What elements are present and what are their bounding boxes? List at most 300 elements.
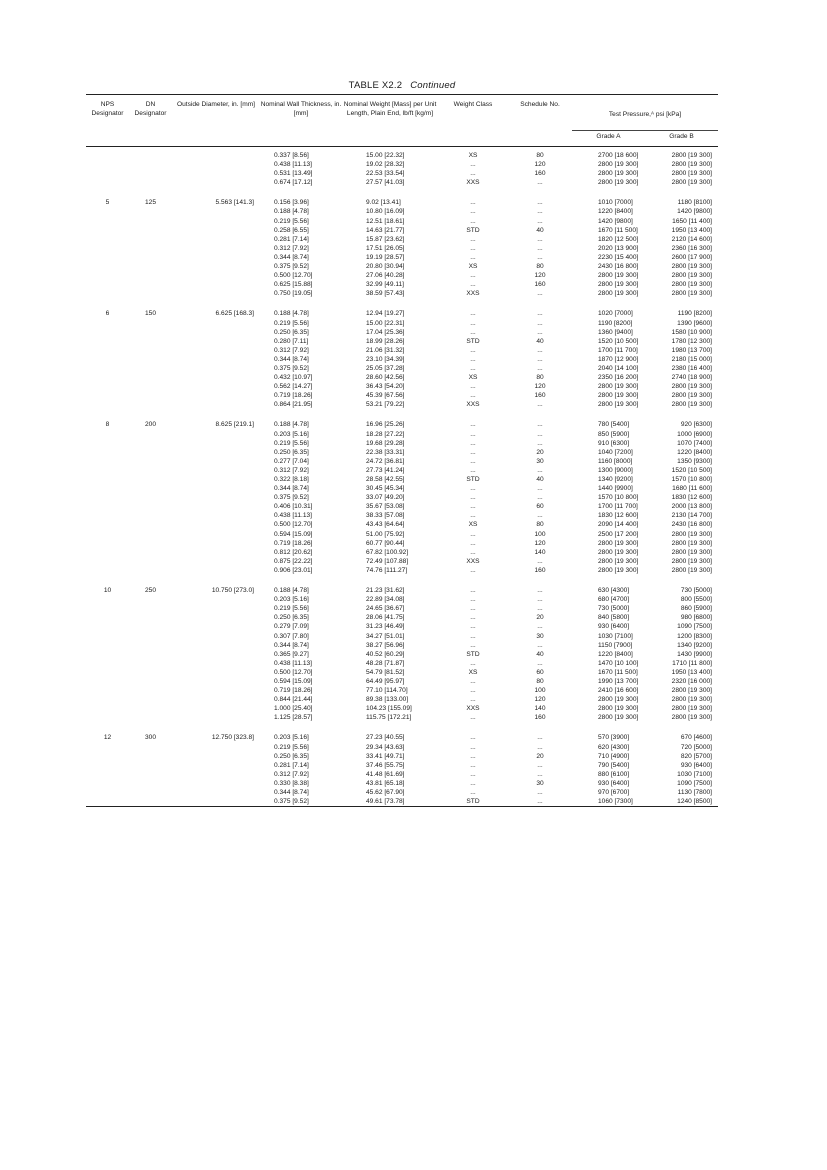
nps-cell	[86, 713, 129, 722]
table-row	[86, 198, 718, 207]
weight-class-cell: ...	[470, 696, 476, 704]
outside-diameter-cell	[172, 713, 260, 722]
nominal-weight-cell: 18.99 [28.26]	[366, 337, 405, 345]
dn-cell	[129, 319, 172, 328]
nps-cell	[86, 770, 129, 779]
schedule-cell: 120	[534, 272, 546, 280]
schedule-cell: 30	[536, 457, 544, 465]
schedule-cell: 160	[534, 714, 546, 722]
grade-b-pressure-cell: 2180 [15 000]	[671, 355, 712, 363]
grade-a-pressure-cell: 1990 [13 700]	[598, 677, 639, 685]
nominal-weight-cell: 30.45 [45.34]	[366, 485, 405, 493]
grade-a-pressure-cell: 1300 [9000]	[598, 466, 633, 474]
nominal-weight-cell: 18.28 [27.22]	[366, 430, 405, 438]
nominal-weight-cell: 72.49 [107.88]	[366, 557, 409, 565]
outside-diameter-cell	[172, 659, 260, 668]
wall-thickness-cell: 0.250 [6.35]	[274, 752, 309, 760]
grade-b-pressure-cell: 1070 [7400]	[677, 439, 712, 447]
schedule-cell: 160	[534, 281, 546, 289]
table-row	[86, 400, 718, 409]
wall-thickness-cell: 0.312 [7.92]	[274, 466, 309, 474]
wall-thickness-cell: 0.812 [20.62]	[274, 548, 313, 556]
table-row	[86, 178, 718, 187]
weight-class-cell: XS	[468, 521, 478, 529]
grade-b-pressure-cell: 2800 [19 300]	[671, 530, 712, 538]
schedule-cell: ...	[537, 439, 543, 447]
table-row	[86, 493, 718, 502]
schedule-cell: ...	[537, 319, 543, 327]
dn-cell	[129, 650, 172, 659]
nominal-weight-cell: 29.34 [43.63]	[366, 743, 405, 751]
dn-cell	[129, 244, 172, 253]
table-row	[86, 217, 718, 226]
schedule-cell: 100	[534, 687, 546, 695]
wall-thickness-cell: 0.375 [9.52]	[274, 364, 309, 372]
grade-a-pressure-cell: 2800 [19 300]	[598, 170, 639, 178]
outside-diameter-cell: 10.750 [273.0]	[211, 587, 254, 595]
grade-b-pressure-cell: 2320 [16 000]	[671, 677, 712, 685]
table-row	[86, 448, 718, 457]
schedule-cell: ...	[537, 430, 543, 438]
dn-cell	[129, 147, 172, 161]
header-nominal-weight: Nominal Weight [Mass] per Unit Length, Plain End, lb/ft [kg/m]	[343, 101, 437, 118]
grade-a-pressure-cell: 1700 [11 700]	[598, 503, 638, 511]
grade-b-pressure-cell: 1240 [8500]	[677, 798, 712, 806]
nps-cell	[86, 439, 129, 448]
grade-a-pressure-cell: 1830 [12 600]	[598, 512, 639, 520]
dn-cell	[129, 788, 172, 797]
grade-a-pressure-cell: 2800 [19 300]	[598, 548, 639, 556]
header-outside-diameter: Outside Diameter, in. [mm]	[176, 101, 256, 108]
weight-class-cell: STD	[466, 798, 480, 806]
nominal-weight-cell: 64.49 [95.97]	[366, 677, 405, 685]
dn-cell	[129, 226, 172, 235]
outside-diameter-cell	[172, 328, 260, 337]
dn-cell	[129, 253, 172, 262]
weight-class-cell: STD	[466, 476, 480, 483]
wall-thickness-cell: 1.125 [28.57]	[274, 714, 313, 722]
weight-class-cell: ...	[470, 623, 476, 631]
grade-b-pressure-cell: 2800 [19 300]	[671, 281, 712, 289]
schedule-cell: ...	[537, 235, 543, 243]
table-row	[86, 604, 718, 613]
outside-diameter-cell	[172, 704, 260, 713]
table-row	[86, 539, 718, 548]
grade-b-pressure-cell: 1000 [6900]	[677, 430, 712, 438]
nominal-weight-cell: 36.43 [54.20]	[366, 383, 405, 391]
schedule-cell: ...	[537, 761, 543, 769]
table-row	[86, 244, 718, 253]
nominal-weight-cell: 15.87 [23.62]	[366, 235, 405, 243]
table-body	[86, 147, 718, 807]
weight-class-cell: ...	[470, 770, 476, 778]
grade-b-pressure-cell: 860 [5900]	[680, 605, 712, 613]
table-row	[86, 686, 718, 695]
table-row	[86, 235, 718, 244]
nominal-weight-cell: 27.57 [41.03]	[366, 179, 405, 187]
weight-class-cell: ...	[470, 383, 476, 391]
wall-thickness-cell: 0.203 [5.16]	[274, 734, 309, 742]
schedule-cell: ...	[537, 557, 543, 565]
nominal-weight-cell: 32.99 [49.11]	[366, 281, 405, 289]
outside-diameter-cell	[172, 262, 260, 271]
table-title-label: TABLE X2.2	[348, 80, 403, 91]
wall-thickness-cell: 0.219 [5.56]	[274, 743, 309, 751]
schedule-cell: ...	[537, 770, 543, 778]
table-row	[86, 704, 718, 713]
weight-class-cell: ...	[470, 281, 476, 289]
table-row	[86, 391, 718, 400]
schedule-cell: 20	[536, 614, 544, 622]
nominal-weight-cell: 89.38 [133.00]	[366, 696, 409, 704]
nominal-weight-cell: 12.51 [18.61]	[366, 217, 405, 225]
wall-thickness-cell: 0.674 [17.12]	[274, 179, 313, 187]
outside-diameter-cell	[172, 475, 260, 484]
grade-a-pressure-cell: 1820 [12 500]	[598, 235, 639, 243]
grade-b-pressure-cell: 1350 [9300]	[677, 457, 712, 465]
nps-cell	[86, 217, 129, 226]
table-row	[86, 271, 718, 280]
dn-cell: 250	[144, 587, 156, 595]
outside-diameter-cell	[172, 520, 260, 529]
nominal-weight-cell: 23.10 [34.39]	[366, 355, 405, 363]
table-row	[86, 439, 718, 448]
dn-cell	[129, 328, 172, 337]
nominal-weight-cell: 19.68 [29.28]	[366, 439, 405, 447]
schedule-cell: ...	[537, 494, 543, 502]
weight-class-cell: ...	[470, 161, 476, 169]
dn-cell	[129, 169, 172, 178]
table-row	[86, 169, 718, 178]
dn-cell	[129, 382, 172, 391]
table-row	[86, 457, 718, 466]
outside-diameter-cell	[172, 439, 260, 448]
wall-thickness-cell: 0.500 [12.70]	[274, 668, 313, 676]
wall-thickness-cell: 0.365 [9.27]	[274, 650, 309, 658]
dn-cell: 300	[144, 734, 156, 742]
dn-cell	[129, 391, 172, 400]
dn-cell	[129, 289, 172, 298]
table-header	[86, 95, 718, 147]
grade-a-pressure-cell: 1570 [10 800]	[598, 494, 639, 502]
wall-thickness-cell: 0.906 [23.01]	[274, 566, 313, 574]
grade-b-pressure-cell: 920 [6300]	[680, 421, 712, 429]
grade-a-pressure-cell: 2700 [18 600]	[598, 152, 639, 159]
dn-cell	[129, 217, 172, 226]
dn-cell	[129, 457, 172, 466]
weight-class-cell: ...	[470, 566, 476, 574]
nps-cell: 6	[105, 310, 110, 318]
grade-a-pressure-cell: 1010 [7000]	[598, 199, 633, 207]
nominal-weight-cell: 45.62 [67.90]	[366, 789, 405, 796]
nominal-weight-cell: 45.39 [67.56]	[366, 392, 405, 400]
schedule-cell: 30	[536, 779, 544, 787]
schedule-cell: 20	[536, 752, 544, 760]
grade-a-pressure-cell: 1360 [9400]	[598, 328, 633, 336]
nps-cell	[86, 604, 129, 613]
outside-diameter-cell	[172, 253, 260, 262]
weight-class-cell: ...	[470, 614, 476, 622]
outside-diameter-cell	[172, 695, 260, 704]
nominal-weight-cell: 27.23 [40.55]	[366, 734, 405, 742]
nps-cell	[86, 475, 129, 484]
nominal-weight-cell: 17.04 [25.36]	[366, 328, 405, 336]
dn-cell: 125	[144, 199, 156, 207]
weight-class-cell: ...	[470, 587, 476, 595]
nominal-weight-cell: 10.80 [16.09]	[366, 208, 405, 216]
header-grade-b: Grade B	[669, 133, 694, 140]
outside-diameter-cell	[172, 779, 260, 788]
grade-a-pressure-cell: 680 [4700]	[598, 596, 630, 604]
outside-diameter-cell	[172, 178, 260, 187]
group-spacer	[86, 187, 718, 198]
table-row	[86, 328, 718, 337]
table-row	[86, 373, 718, 382]
wall-thickness-cell: 0.594 [15.09]	[274, 530, 313, 538]
schedule-cell: 80	[536, 521, 544, 529]
nps-cell	[86, 160, 129, 169]
grade-a-pressure-cell: 2800 [19 300]	[598, 272, 639, 280]
nominal-weight-cell: 54.79 [81.52]	[366, 668, 405, 676]
wall-thickness-cell: 0.438 [11.13]	[274, 659, 313, 667]
nps-cell	[86, 520, 129, 529]
grade-a-pressure-cell: 850 [5900]	[598, 430, 630, 438]
table-row	[86, 319, 718, 328]
nominal-weight-cell: 115.75 [172.21]	[366, 714, 412, 722]
schedule-cell: 120	[534, 383, 546, 391]
nominal-weight-cell: 27.73 [41.24]	[366, 466, 405, 474]
nps-cell	[86, 743, 129, 752]
schedule-cell: 80	[536, 263, 544, 271]
schedule-cell: ...	[537, 328, 543, 336]
schedule-cell: ...	[537, 310, 543, 318]
wall-thickness-cell: 0.344 [8.74]	[274, 789, 309, 796]
nps-cell	[86, 797, 129, 807]
table-row	[86, 226, 718, 235]
wall-thickness-cell: 0.406 [10.31]	[274, 503, 313, 511]
wall-thickness-cell: 0.500 [12.70]	[274, 521, 313, 529]
weight-class-cell: XXS	[466, 401, 480, 409]
grade-b-pressure-cell: 1680 [11 600]	[672, 485, 712, 493]
nps-cell	[86, 373, 129, 382]
outside-diameter-cell	[172, 160, 260, 169]
outside-diameter-cell	[172, 641, 260, 650]
dn-cell	[129, 761, 172, 770]
grade-b-pressure-cell: 1710 [11 800]	[672, 659, 712, 667]
outside-diameter-cell	[172, 382, 260, 391]
nps-cell	[86, 391, 129, 400]
dn-cell	[129, 511, 172, 520]
grade-a-pressure-cell: 1220 [8400]	[598, 208, 633, 216]
table-row	[86, 289, 718, 298]
weight-class-cell: ...	[470, 494, 476, 502]
grade-a-pressure-cell: 930 [6400]	[598, 623, 630, 631]
table-row	[86, 502, 718, 511]
nps-cell	[86, 355, 129, 364]
weight-class-cell: ...	[470, 448, 476, 456]
schedule-cell: 140	[534, 548, 546, 556]
grade-b-pressure-cell: 1580 [10 900]	[671, 328, 712, 336]
grade-a-pressure-cell: 1220 [8400]	[598, 650, 633, 658]
dn-cell	[129, 400, 172, 409]
grade-a-pressure-cell: 2800 [19 300]	[598, 539, 639, 547]
wall-thickness-cell: 0.250 [6.35]	[274, 614, 309, 622]
weight-class-cell: ...	[470, 235, 476, 243]
schedule-cell: 60	[536, 503, 544, 511]
grade-b-pressure-cell: 1180 [8100]	[677, 199, 712, 207]
nps-cell	[86, 484, 129, 493]
wall-thickness-cell: 0.500 [12.70]	[274, 272, 313, 280]
schedule-cell: 40	[536, 650, 544, 658]
table-row	[86, 475, 718, 484]
schedule-cell: ...	[537, 179, 543, 187]
dn-cell	[129, 659, 172, 668]
grade-a-pressure-cell: 630 [4300]	[598, 587, 630, 595]
grade-b-pressure-cell: 2600 [17 900]	[671, 253, 712, 261]
grade-a-pressure-cell: 930 [6400]	[598, 779, 630, 787]
table-row	[86, 743, 718, 752]
table-row	[86, 511, 718, 520]
schedule-cell: ...	[537, 659, 543, 667]
nps-cell	[86, 262, 129, 271]
grade-a-pressure-cell: 2430 [16 800]	[598, 263, 639, 271]
wall-thickness-cell: 0.375 [9.52]	[274, 263, 309, 271]
grade-a-pressure-cell: 1420 [9800]	[598, 217, 633, 225]
header-schedule: Schedule No.	[520, 101, 560, 108]
wall-thickness-cell: 0.438 [11.13]	[274, 161, 313, 169]
weight-class-cell: ...	[470, 208, 476, 216]
nps-cell: 10	[103, 587, 112, 595]
outside-diameter-cell	[172, 502, 260, 511]
dn-cell	[129, 430, 172, 439]
outside-diameter-cell	[172, 289, 260, 298]
grade-a-pressure-cell: 2800 [19 300]	[598, 383, 639, 391]
dn-cell	[129, 557, 172, 566]
schedule-cell: ...	[537, 798, 543, 806]
dn-cell	[129, 539, 172, 548]
nominal-weight-cell: 28.58 [42.55]	[366, 476, 405, 483]
weight-class-cell: ...	[470, 530, 476, 538]
outside-diameter-cell	[172, 557, 260, 566]
outside-diameter-cell	[172, 668, 260, 677]
outside-diameter-cell: 8.625 [219.1]	[215, 421, 254, 429]
nominal-weight-cell: 43.81 [65.18]	[366, 779, 405, 787]
schedule-cell: ...	[537, 244, 543, 252]
schedule-cell: ...	[537, 290, 543, 298]
wall-thickness-cell: 0.719 [18.26]	[274, 539, 313, 547]
wall-thickness-cell: 0.188 [4.78]	[274, 310, 309, 318]
grade-a-pressure-cell: 2800 [19 300]	[598, 290, 639, 298]
dn-cell	[129, 160, 172, 169]
wall-thickness-cell: 0.281 [7.14]	[274, 761, 309, 769]
wall-thickness-cell: 0.258 [6.55]	[274, 226, 309, 234]
nominal-weight-cell: 51.00 [75.92]	[366, 530, 405, 538]
table-row	[86, 770, 718, 779]
weight-class-cell: XXS	[466, 290, 480, 298]
wall-thickness-cell: 0.337 [8.56]	[274, 152, 309, 159]
nominal-weight-cell: 35.67 [53.08]	[366, 503, 405, 511]
nominal-weight-cell: 28.60 [42.56]	[366, 374, 405, 382]
nominal-weight-cell: 34.27 [51.01]	[366, 632, 405, 640]
nps-cell	[86, 686, 129, 695]
table-row	[86, 659, 718, 668]
table-row	[86, 632, 718, 641]
weight-class-cell: XS	[468, 152, 478, 159]
nps-cell	[86, 704, 129, 713]
outside-diameter-cell	[172, 797, 260, 807]
weight-class-cell: STD	[466, 226, 480, 234]
outside-diameter-cell	[172, 530, 260, 539]
grade-b-pressure-cell: 2800 [19 300]	[671, 705, 712, 713]
nominal-weight-cell: 53.21 [79.22]	[366, 401, 405, 409]
schedule-cell: ...	[537, 587, 543, 595]
schedule-cell: ...	[537, 421, 543, 429]
schedule-cell: ...	[537, 743, 543, 751]
grade-a-pressure-cell: 730 [5000]	[598, 605, 630, 613]
grade-a-pressure-cell: 970 [6700]	[598, 789, 630, 796]
wall-thickness-cell: 0.219 [5.56]	[274, 439, 309, 447]
table-row	[86, 262, 718, 271]
nominal-weight-cell: 40.52 [60.29]	[366, 650, 405, 658]
nps-cell	[86, 147, 129, 161]
schedule-cell: 120	[534, 161, 546, 169]
grade-b-pressure-cell: 1390 [9600]	[677, 319, 712, 327]
grade-b-pressure-cell: 2800 [19 300]	[671, 539, 712, 547]
wall-thickness-cell: 0.312 [7.92]	[274, 346, 309, 354]
outside-diameter-cell: 6.625 [168.3]	[215, 310, 254, 318]
table-row	[86, 761, 718, 770]
grade-b-pressure-cell: 1830 [12 600]	[671, 494, 712, 502]
nominal-weight-cell: 48.28 [71.87]	[366, 659, 405, 667]
wall-thickness-cell: 0.322 [8.18]	[274, 476, 309, 483]
schedule-cell: 80	[536, 152, 544, 159]
grade-b-pressure-cell: 2800 [19 300]	[671, 392, 712, 400]
nominal-weight-cell: 19.19 [28.57]	[366, 253, 405, 261]
grade-b-pressure-cell: 2800 [19 300]	[671, 179, 712, 187]
dn-cell	[129, 548, 172, 557]
nps-cell	[86, 566, 129, 575]
grade-a-pressure-cell: 1520 [10 500]	[598, 337, 639, 345]
schedule-cell: ...	[537, 253, 543, 261]
grade-a-pressure-cell: 2800 [19 300]	[598, 557, 639, 565]
nps-cell	[86, 457, 129, 466]
grade-b-pressure-cell: 2130 [14 700]	[671, 512, 712, 520]
outside-diameter-cell	[172, 548, 260, 557]
outside-diameter-cell	[172, 373, 260, 382]
dn-cell	[129, 797, 172, 807]
dn-cell	[129, 373, 172, 382]
nps-cell	[86, 530, 129, 539]
nps-cell	[86, 650, 129, 659]
table-row	[86, 430, 718, 439]
nominal-weight-cell: 28.06 [41.75]	[366, 614, 405, 622]
header-grade-a: Grade A	[596, 133, 621, 140]
nominal-weight-cell: 16.96 [25.26]	[366, 421, 405, 429]
nominal-weight-cell: 37.46 [55.75]	[366, 761, 405, 769]
wall-thickness-cell: 0.188 [4.78]	[274, 208, 309, 216]
weight-class-cell: STD	[466, 650, 480, 658]
outside-diameter-cell	[172, 788, 260, 797]
grade-a-pressure-cell: 2800 [19 300]	[598, 392, 639, 400]
grade-b-pressure-cell: 1430 [9900]	[677, 650, 712, 658]
weight-class-cell: ...	[470, 199, 476, 207]
wall-thickness-cell: 0.562 [14.27]	[274, 383, 313, 391]
grade-b-pressure-cell: 2000 [13 800]	[671, 503, 712, 511]
outside-diameter-cell	[172, 493, 260, 502]
grade-a-pressure-cell: 1190 [8200]	[598, 319, 633, 327]
table-row	[86, 530, 718, 539]
wall-thickness-cell: 0.531 [13.49]	[274, 170, 313, 178]
